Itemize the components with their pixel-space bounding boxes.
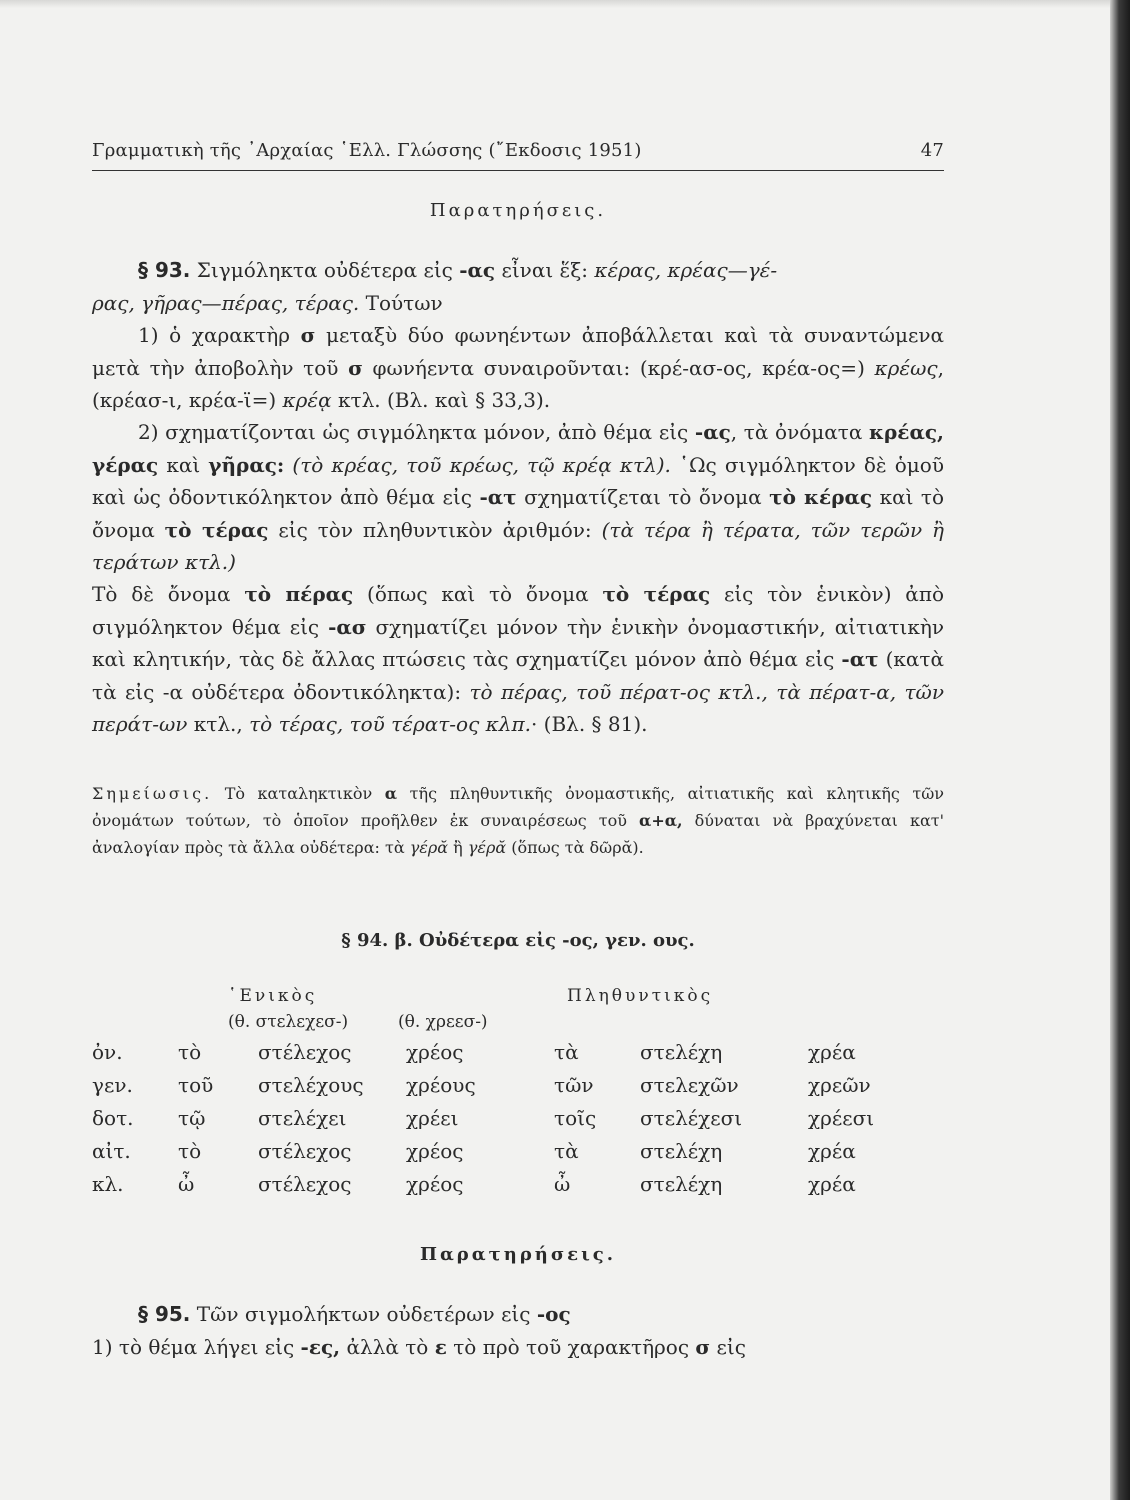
table-row <box>92 1040 944 1073</box>
table-cell-art2: ὦ <box>554 1172 571 1196</box>
section-95-intro: § 95. Τῶν σιγμολήκτων οὐδετέρων εἰς -ος 1) τὸ θέμα λήγει εἰς -ες, ἀλλὰ τὸ ε τὸ πρὸ τοῦ χαρακτῆρος σ εἰς <box>92 1302 746 1359</box>
table-cell-art: τῷ <box>178 1106 206 1130</box>
table-cell-art: τὸ <box>178 1040 202 1064</box>
declension-table <box>92 1040 944 1205</box>
section-93-number: § 93. <box>138 258 191 282</box>
table-cell-c: στελεχῶν <box>640 1073 739 1097</box>
table-cell-art2: τὰ <box>554 1040 579 1064</box>
note-lead: Σημείωσις. <box>92 784 213 803</box>
stem-label-b: (θ. χρεεσ-) <box>398 1012 488 1032</box>
table-cell-art2: τὰ <box>554 1139 579 1163</box>
table-cell-case: δοτ. <box>92 1106 134 1130</box>
section-95-number: § 95. <box>138 1302 191 1326</box>
table-cell-case: ὀν. <box>92 1040 123 1064</box>
table-cell-d: χρεῶν <box>808 1073 871 1097</box>
table-cell-d: χρέεσι <box>808 1106 875 1130</box>
stem-label-a: (θ. στελεχεσ-) <box>228 1012 349 1032</box>
section-94-heading: § 94. β. Οὐδέτερα εἰς -ος, γεν. ους. <box>341 930 695 951</box>
note-block: Σημείωσις. Τὸ καταληκτικὸν α τῆς πληθυντικῆς ὀνομαστικῆς, αἰτιατικῆς καὶ κλητικῆς τῶν ὀνομάτων τούτων, τὸ ὁποῖον προῆλθεν ἐκ συναιρέσεως τοῦ α+α, δύναται νὰ βραχύνεται κατ' ἀναλογίαν πρὸς τὰ ἄλλα οὐδέτερα: τὰ γέρᾰ ἢ γέρᾰ (ὅπως τὰ δῶρᾰ). <box>92 784 945 857</box>
remarks-heading-2: Παρατηρήσεις. <box>419 1244 617 1265</box>
table-cell-case: αἰτ. <box>92 1139 131 1163</box>
plural-label: Πληθυντικὸς <box>567 986 714 1006</box>
book-page <box>92 0 944 1500</box>
table-row <box>92 1172 944 1205</box>
table-cell-c: στελέχη <box>640 1040 723 1064</box>
table-cell-case: γεν. <box>92 1073 133 1097</box>
table-cell-case: κλ. <box>92 1172 124 1196</box>
table-cell-a: στελέχους <box>258 1073 364 1097</box>
table-cell-a: στέλεχος <box>258 1040 352 1064</box>
table-cell-art: τοῦ <box>178 1073 214 1097</box>
table-cell-c: στελέχη <box>640 1139 723 1163</box>
header-rule <box>92 170 944 171</box>
singular-label: ῾Ενικὸς <box>228 986 318 1006</box>
table-cell-c: στελέχεσι <box>640 1106 743 1130</box>
table-cell-art2: τῶν <box>554 1073 594 1097</box>
running-head <box>92 140 944 170</box>
table-cell-b: χρέους <box>406 1073 476 1097</box>
table-cell-art: τὸ <box>178 1139 202 1163</box>
table-cell-a: στέλεχος <box>258 1172 352 1196</box>
table-cell-d: χρέα <box>808 1172 856 1196</box>
section-93-paras: Τὸ δὲ ὄνομα τὸ πέρας (ὅπως καὶ τὸ ὄνομα τὸ τέρας εἰς τὸν ἑνικὸν) ἀπὸ σιγμόληκτον θέμα εἰς -ασ σχηματίζει μόνον τὴν ἑνικὴν ὀνομαστικήν, αἰτιατικὴν καὶ κλητικήν, τὰς δὲ ἄλλας πτώσεις τὰς σχηματίζει μόνον ἀπὸ θέμα εἰς -ατ (κατὰ τὰ εἰς -α οὐδέτερα ὀδοντικόληκτα): τὸ πέρας, τοῦ πέρατ-ος κτλ., τὰ πέρατ-α, τῶν περάτ-ων κτλ., τὸ τέρας, τοῦ τέρατ-ος κλπ.· (Βλ. § 81). <box>92 582 945 736</box>
table-cell-c: στελέχη <box>640 1172 723 1196</box>
table-cell-b: χρέος <box>406 1139 464 1163</box>
table-row <box>92 1073 944 1106</box>
table-cell-art2: τοῖς <box>554 1106 597 1130</box>
table-cell-d: χρέα <box>808 1040 856 1064</box>
section-93-point-1: 1) ὁ χαρακτὴρ σ μεταξὺ δύο φωνηέντων ἀποβάλλεται καὶ τὰ συναντώμενα μετὰ τὴν ἀποβολὴν τοῦ σ φωνήεντα συναιροῦνται: (κρέ-ασ-ος, κρέα-ος=) κρέως, (κρέασ-ι, κρέα-ϊ=) κρέᾳ κτλ. (Βλ. καὶ § 33,3). <box>92 323 944 412</box>
remarks-heading: Παρατηρήσεις. <box>429 200 607 221</box>
table-row <box>92 1106 944 1139</box>
table-cell-art: ὦ <box>178 1172 195 1196</box>
table-cell-a: στελέχει <box>258 1106 347 1130</box>
table-cell-b: χρέος <box>406 1040 464 1064</box>
table-cell-d: χρέα <box>808 1139 856 1163</box>
table-cell-b: χρέος <box>406 1172 464 1196</box>
page-number: 47 <box>920 140 944 161</box>
scan-right-edge <box>1110 0 1130 1500</box>
table-cell-b: χρέει <box>406 1106 459 1130</box>
table-row <box>92 1139 944 1172</box>
section-93-intro: § 93. Σιγμόληκτα οὐδέτερα εἰς -ας εἶναι ἕξ: κέρας, κρέας—γέ- ρας, γῆρας—πέρας, τέρας. Τούτων <box>92 258 778 315</box>
table-cell-a: στέλεχος <box>258 1139 352 1163</box>
running-head-title: Γραμματικὴ τῆς ᾿Αρχαίας ῾Ελλ. Γλώσσης (῎Εκδοσις 1951) <box>92 140 642 161</box>
section-93-point-2: 2) σχηματίζονται ὡς σιγμόληκτα μόνον, ἀπὸ θέμα εἰς -ας, τὰ ὀνόματα κρέας, γέρας καὶ γῆρας: (τὸ κρέας, τοῦ κρέως, τῷ κρέᾳ κτλ). ῾Ως σιγμόληκτον δὲ ὁμοῦ καὶ ὡς ὀδοντικόληκτον ἀπὸ θέμα εἰς -ατ σχηματίζεται τὸ ὄνομα τὸ κέρας καὶ τὸ ὄνομα τὸ τέρας εἰς τὸν πληθυντικὸν ἀριθμόν: (τὰ τέρα ἢ τέρατα, τῶν τερῶν ἢ τεράτων κτλ.) <box>92 420 945 574</box>
